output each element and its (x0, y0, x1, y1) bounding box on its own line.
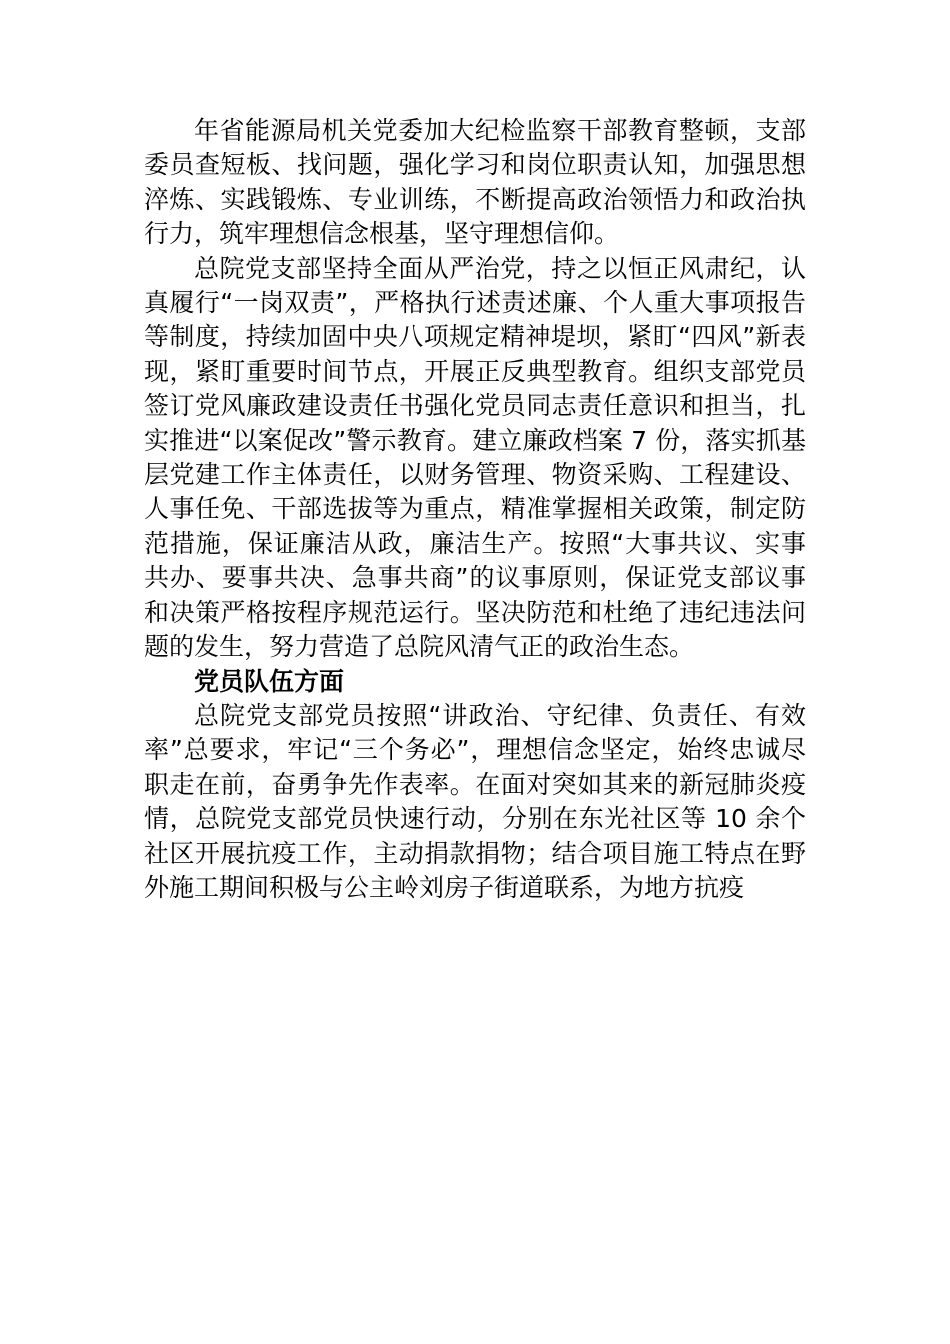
paragraph-education-rectification: 年省能源局机关党委加大纪检监察干部教育整顿，支部委员查短板、找问题，强化学习和岗位职责认知，加强思想淬炼、实践锻炼、专业训练，不断提高政治领悟力和政治执行力，筑牢理想信念根基，坚守理想信仰。 (144, 116, 806, 249)
paragraph-party-members: 总院党支部党员按照“讲政治、守纪律、负责任、有效率”总要求，牢记“三个务必”，理想信念坚定，始终忠诚尽职走在前，奋勇争先作表率。在面对突如其来的新冠肺炎疫情，总院党支部党员快速行动，分别在东光社区等 10 余个社区开展抗疫工作，主动捐款捐物；结合项目施工特点在野外施工期间积极与公主岭刘房子街道联系，为地方抗疫 (144, 700, 806, 902)
document-page (144, 114, 806, 905)
paragraph-party-discipline: 总院党支部坚持全面从严治党，持之以恒正风肃纪，认真履行“一岗双责”，严格执行述责述廉、个人重大事项报告等制度，持续加固中央八项规定精神堤坝，紧盯“四风”新表现，紧盯重要时间节点，开展正反典型教育。组织支部党员签订党风廉政建设责任书强化党员同志责任意识和担当，扎实推进“以案促改”警示教育。建立廉政档案 7 份，落实抓基层党建工作主体责任，以财务管理、物资采购、工程建设、人事任免、干部选拔等为重点，精准掌握相关政策，制定防范措施，保证廉洁从政，廉洁生产。按照“大事共议、实事共办、要事共决、急事共商”的议事原则，保证党支部议事和决策严格按程序规范运行。坚决防范和杜绝了违纪违法问题的发生，努力营造了总院风清气正的政治生态。 (144, 253, 806, 662)
section-heading-party-members: 党员队伍方面 (194, 666, 345, 696)
